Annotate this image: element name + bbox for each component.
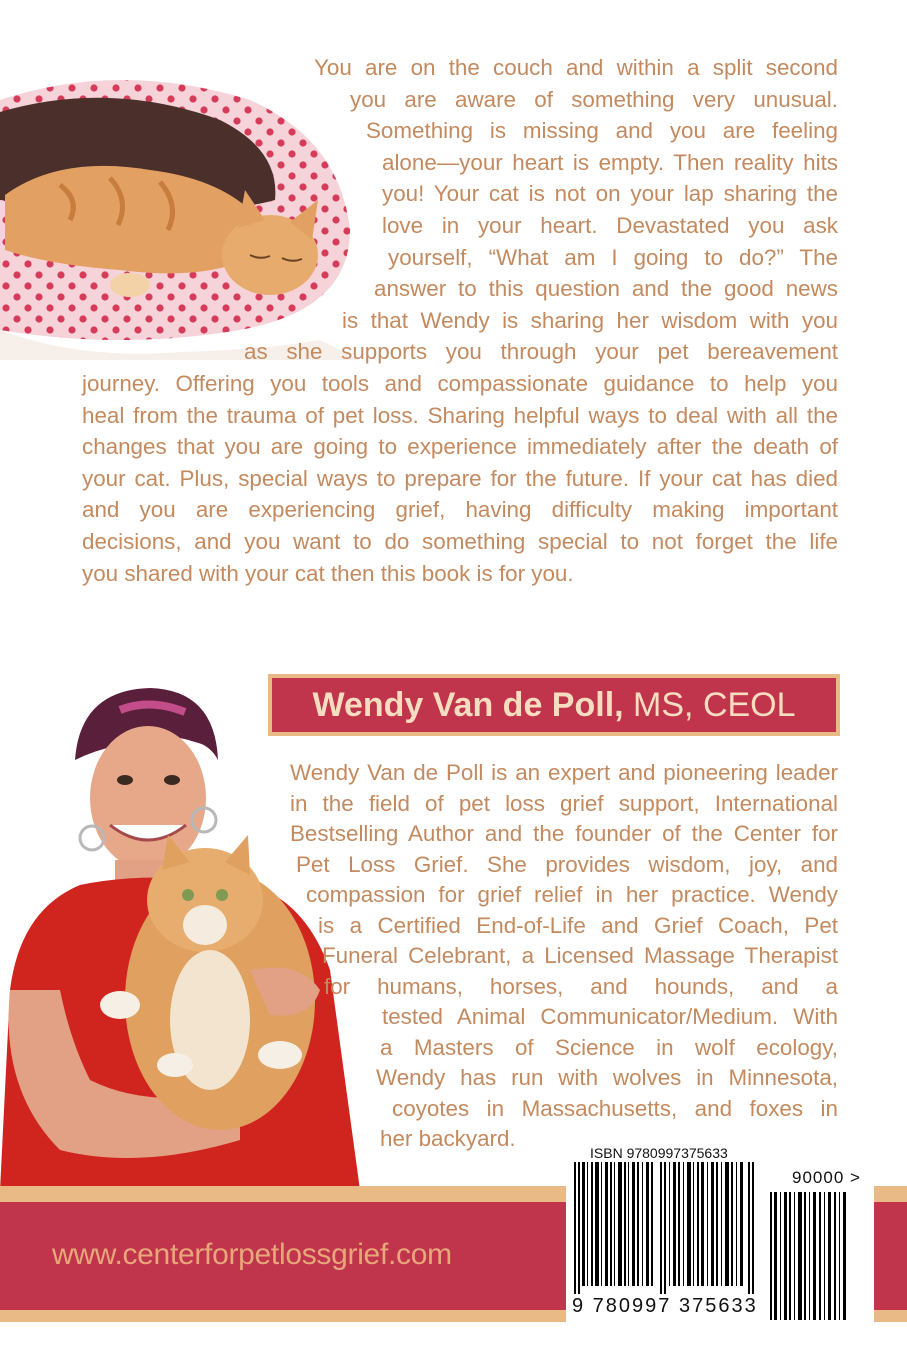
bio-line: a Masters of Science in wolf ecology, bbox=[380, 1034, 838, 1060]
barcode-number: 9 780997 375633 bbox=[572, 1295, 758, 1317]
website-url[interactable]: www.centerforpetlossgrief.com bbox=[52, 1238, 452, 1271]
bio-line: Wendy Van de Poll is an expert and pioneering leader bbox=[290, 760, 838, 785]
blurb-line: You are on the couch and within a split second bbox=[314, 55, 838, 80]
isbn-label: ISBN 9780997375633 bbox=[590, 1145, 728, 1161]
blurb-line: journey. Offering you tools and compassionate guidance to help you bbox=[82, 370, 838, 396]
bio-line: compassion for grief relief in her practice. Wendy bbox=[306, 882, 838, 907]
bio-line: coyotes in Massachusetts, and foxes in bbox=[392, 1095, 838, 1121]
bio-line: Bestselling Author and the founder of the Center for bbox=[290, 821, 838, 846]
author-credentials: MS, CEOL bbox=[633, 686, 796, 724]
bio-line: Pet Loss Grief. She provides wisdom, joy, and bbox=[296, 851, 838, 877]
bio-line: in the field of pet loss grief support, International bbox=[290, 790, 838, 816]
barcode-addon: 90000 > bbox=[792, 1168, 861, 1187]
blurb-line: your cat. Plus, special ways to prepare for the future. If your cat has died bbox=[82, 465, 838, 491]
blurb-line: as she supports you through your pet bereavement bbox=[244, 339, 838, 365]
addon-barcode-icon bbox=[768, 1192, 852, 1320]
author-name: Wendy Van de Poll, bbox=[312, 686, 624, 724]
bio-line: her backyard. bbox=[380, 1126, 516, 1151]
blurb-line: you are aware of something very unusual. bbox=[350, 86, 838, 112]
blurb-line: Something is missing and you are feeling bbox=[366, 118, 838, 144]
blurb-line: changes that you are going to experience immediately after the death of bbox=[82, 434, 838, 460]
blurb-line: heal from the trauma of pet loss. Sharing helpful ways to deal with all the bbox=[82, 402, 838, 428]
blurb-line: is that Wendy is sharing her wisdom with you bbox=[342, 307, 838, 333]
bio-line: for humans, horses, and hounds, and a bbox=[324, 973, 838, 999]
bio-line: is a Certified End-of-Life and Grief Coach, Pet bbox=[318, 912, 838, 938]
bio-line: tested Animal Communicator/Medium. With bbox=[382, 1004, 838, 1029]
blurb-line: you! Your cat is not on your lap sharing the bbox=[382, 181, 838, 207]
blurb-line: answer to this question and the good news bbox=[374, 276, 838, 302]
bio-line: Funeral Celebrant, a Licensed Massage Therapist bbox=[322, 943, 838, 968]
blurb-line: you shared with your cat then this book is for you. bbox=[82, 560, 574, 586]
bio-line: Wendy has run with wolves in Minnesota, bbox=[376, 1065, 838, 1090]
blurb-line: alone—your heart is empty. Then reality hits bbox=[382, 149, 838, 175]
barcode-icon bbox=[572, 1162, 758, 1294]
author-name-banner bbox=[268, 674, 840, 736]
book-blurb bbox=[82, 52, 838, 589]
blurb-line: decisions, and you want to do something special to not forget the life bbox=[82, 528, 838, 554]
blurb-line: yourself, “What am I going to do?” The bbox=[388, 244, 838, 270]
blurb-line: and you are experiencing grief, having difficulty making important bbox=[82, 497, 838, 523]
blurb-line: love in your heart. Devastated you ask bbox=[382, 212, 838, 238]
author-bio bbox=[220, 758, 838, 1155]
